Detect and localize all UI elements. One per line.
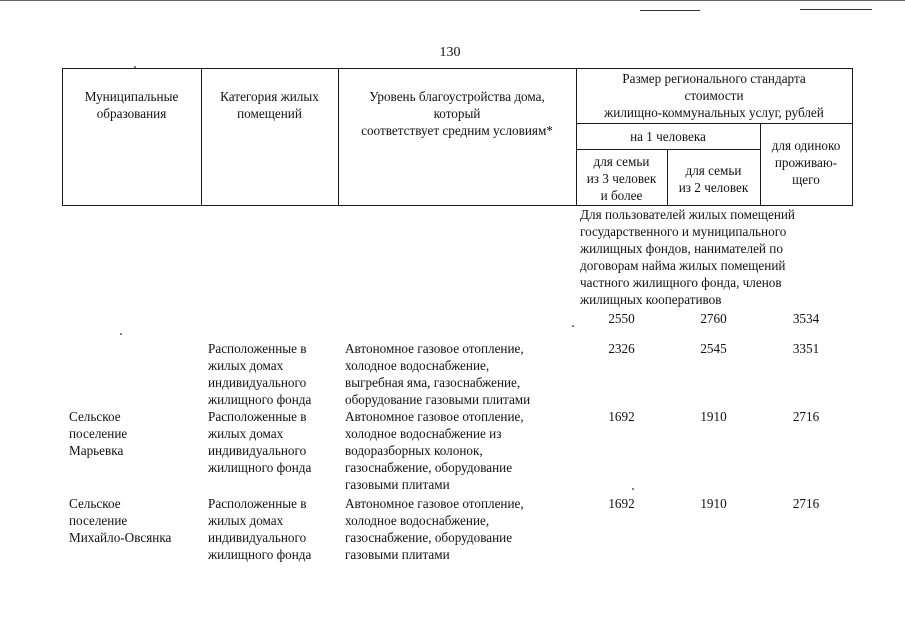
header-category: Категория жилых помещений: [220, 89, 319, 121]
header-single: для одиноко проживаю- щего: [771, 138, 841, 187]
row-value-family-2: 2545: [700, 341, 727, 356]
row-amenity: Автономное газовое отопление, холодное водоснабжение, газоснабжение, оборудование газовыми плитами: [345, 496, 524, 562]
group-value-single: 3534: [792, 311, 820, 326]
scan-speck: [632, 488, 634, 490]
row-value-single: 2716: [792, 496, 820, 511]
header-family-3: для семьи из 3 человек и более: [586, 154, 657, 203]
row-category: Расположенные в жилых домах индивидуального жилищного фонда: [208, 409, 312, 475]
scan-speck: [134, 66, 136, 68]
row-value-family-2: 1910: [700, 409, 727, 424]
row-amenity: Автономное газовое отопление, холодное водоснабжение, выгребная яма, газоснабжение, оборудование газовыми плитами: [345, 341, 531, 407]
header-municipality: Муниципальные образования: [84, 89, 179, 121]
header-family-2: для семьи из 2 человек: [678, 163, 749, 195]
group-note: Для пользователей жилых помещений государственного и муниципального жилищных фондов, нанимателей по договорам найма жилых помещений частного жилищного фонда, членов жилищных кооперативов: [580, 207, 795, 307]
row-value-family-3: 1692: [608, 409, 635, 424]
scan-speck: [572, 325, 574, 327]
header-amenity-level: Уровень благоустройства дома, который соответствует средним условиям*: [361, 89, 553, 138]
row-value-family-3: 2326: [608, 341, 635, 356]
group-value-family-2: 2760: [700, 311, 727, 326]
group-value-family-3: 2550: [608, 311, 635, 326]
page-number: 130: [439, 45, 461, 60]
header-standard-size: Размер регионального стандарта стоимости жилищно-коммунальных услуг, рублей: [604, 71, 824, 120]
row-value-single: 2716: [792, 409, 820, 424]
row-municipality: Сельское поселение Михайло-Овсянка: [69, 496, 172, 545]
row-value-family-2: 1910: [700, 496, 727, 511]
row-category: Расположенные в жилых домах индивидуального жилищного фонда: [208, 341, 312, 407]
row-amenity: Автономное газовое отопление, холодное водоснабжение из водоразборных колонок, газоснабжение, оборудование газовыми плитами: [345, 409, 524, 492]
row-value-family-3: 1692: [608, 496, 635, 511]
row-category: Расположенные в жилых домах индивидуального жилищного фонда: [208, 496, 312, 562]
scan-speck: [120, 333, 122, 335]
scan-mark: [800, 9, 872, 10]
row-value-single: 3351: [792, 341, 820, 356]
row-municipality: Сельское поселение Марьевка: [69, 409, 128, 458]
scan-edge-line: [0, 0, 905, 1]
scan-mark: [640, 10, 700, 11]
header-per-person: на 1 человека: [630, 129, 706, 144]
